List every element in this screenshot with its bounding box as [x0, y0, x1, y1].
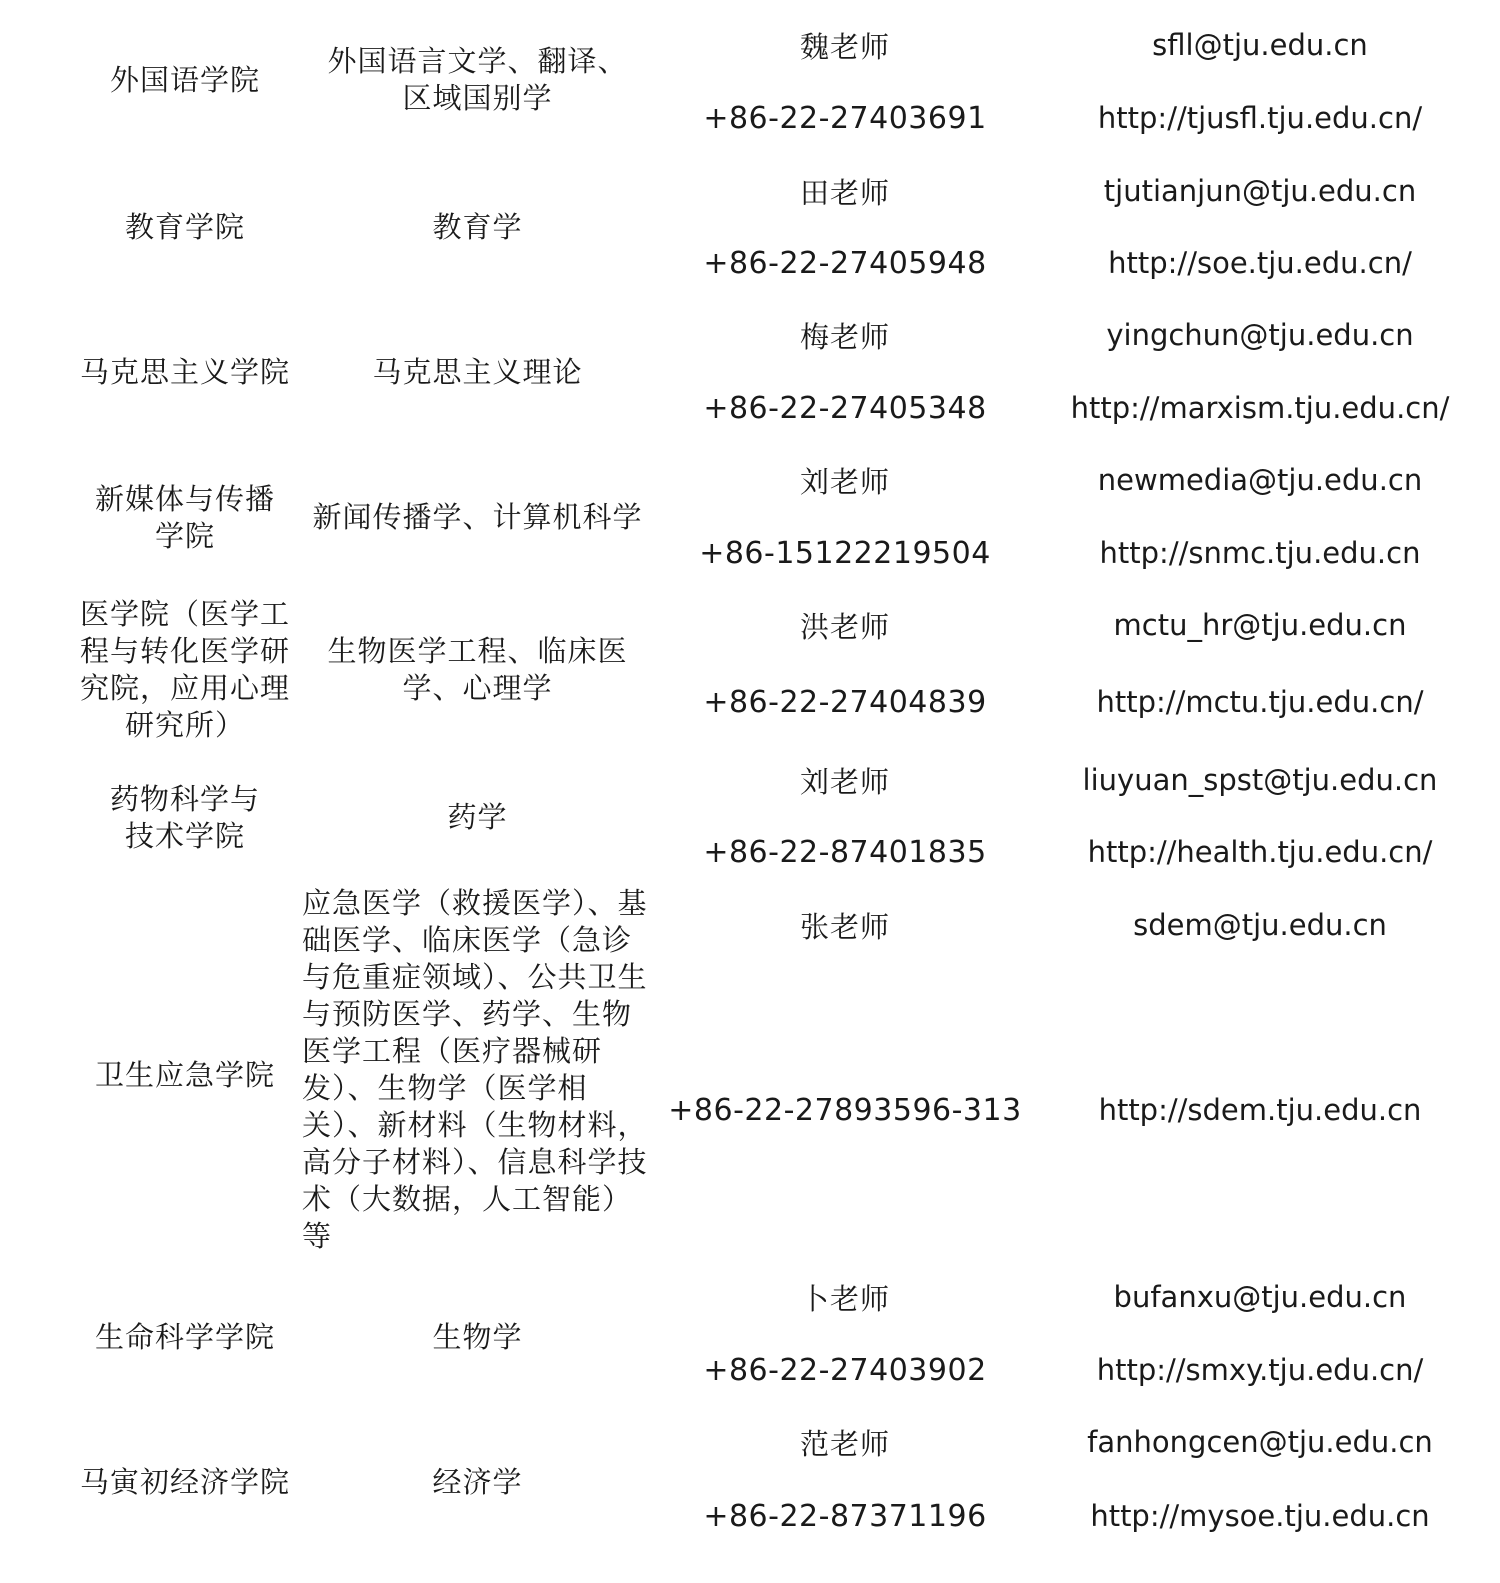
major-list: 经济学 [432, 1465, 523, 1499]
contact-email[interactable]: liuyuan_spst@tju.edu.cn [1082, 763, 1438, 797]
college-name: 药物科学与技术学院 [109, 781, 260, 853]
college-name: 生命科学学院 [94, 1320, 275, 1354]
contact-email[interactable]: mctu_hr@tju.edu.cn [1113, 608, 1407, 642]
college-website-link[interactable]: http://soe.tju.edu.cn/ [1108, 246, 1412, 280]
table-row [0, 155, 1500, 300]
major-list: 应急医学（救援医学）、基础医学、临床医学（急诊与危重症领域）、公共卫生与预防医学、药学、生物医学工程（医疗器械研发）、生物学（医学相关）、新材料（生物材料，高分子材料）、信息科学技术（大数据，人工智能）等 [302, 886, 648, 1253]
college-website-link[interactable]: http://health.tju.edu.cn/ [1087, 835, 1433, 869]
college-website-link[interactable]: http://snmc.tju.edu.cn [1099, 536, 1421, 570]
college-name: 马寅初经济学院 [79, 1465, 290, 1499]
contact-email[interactable]: sfll@tju.edu.cn [1152, 28, 1368, 62]
contact-phone: +86-22-27403691 [703, 100, 987, 136]
contact-phone: +86-22-27404839 [703, 684, 987, 720]
college-website-link[interactable]: http://tjusfl.tju.edu.cn/ [1097, 101, 1423, 135]
table-row [0, 445, 1500, 590]
contact-email[interactable]: tjutianjun@tju.edu.cn [1103, 174, 1417, 208]
major-list: 生物学 [432, 1320, 523, 1354]
college-website-link[interactable]: http://mysoe.tju.edu.cn [1090, 1499, 1430, 1533]
contact-phone: +86-22-27405948 [703, 245, 987, 281]
table-row [0, 0, 1500, 155]
contact-person: 梅老师 [799, 319, 890, 354]
contact-phone: +86-22-27405348 [703, 390, 987, 426]
table-row [0, 885, 1500, 1265]
table-row [0, 300, 1500, 445]
contact-email[interactable]: newmedia@tju.edu.cn [1097, 463, 1423, 497]
college-website-link[interactable]: http://mctu.tju.edu.cn/ [1096, 685, 1424, 719]
table-row [0, 750, 1500, 885]
contact-email[interactable]: bufanxu@tju.edu.cn [1113, 1280, 1407, 1314]
college-website-link[interactable]: http://sdem.tju.edu.cn [1098, 1093, 1422, 1127]
contact-phone: +86-15122219504 [699, 535, 991, 571]
major-list: 药学 [447, 800, 508, 834]
contact-person: 卜老师 [799, 1281, 890, 1316]
major-list: 教育学 [432, 210, 523, 244]
college-website-link[interactable]: http://smxy.tju.edu.cn/ [1096, 1353, 1424, 1387]
major-list: 生物医学工程、临床医学、心理学 [327, 634, 628, 705]
college-name: 马克思主义学院 [79, 355, 290, 389]
college-name: 教育学院 [124, 210, 245, 244]
contact-phone: +86-22-87371196 [703, 1498, 987, 1534]
table-row [0, 1265, 1500, 1410]
contact-person: 张老师 [799, 909, 890, 944]
contact-email[interactable]: yingchun@tju.edu.cn [1106, 318, 1414, 352]
contact-email[interactable]: fanhongcen@tju.edu.cn [1087, 1425, 1433, 1459]
contact-phone: +86-22-27403902 [703, 1352, 987, 1388]
major-list: 外国语言文学、翻译、区域国别学 [327, 44, 628, 115]
contact-phone: +86-22-27893596-313 [668, 1092, 1022, 1128]
contact-person: 田老师 [799, 175, 890, 210]
contact-person: 洪老师 [799, 609, 890, 644]
college-name: 外国语学院 [109, 62, 260, 97]
college-name: 新媒体与传播学院 [94, 481, 275, 553]
college-name: 医学院（医学工程与转化医学研究院，应用心理研究所） [79, 597, 290, 742]
contact-person: 刘老师 [799, 764, 890, 799]
college-website-link[interactable]: http://marxism.tju.edu.cn/ [1070, 391, 1450, 425]
major-list: 马克思主义理论 [372, 355, 583, 389]
contact-email[interactable]: sdem@tju.edu.cn [1133, 908, 1387, 942]
contact-person: 刘老师 [799, 464, 890, 499]
contact-person: 范老师 [799, 1426, 890, 1461]
major-list: 新闻传播学、计算机科学 [312, 500, 643, 534]
college-name: 卫生应急学院 [94, 1057, 275, 1092]
contact-phone: +86-22-87401835 [703, 834, 987, 870]
contact-person: 魏老师 [799, 29, 890, 64]
table-row [0, 590, 1500, 750]
table-row [0, 1410, 1500, 1575]
